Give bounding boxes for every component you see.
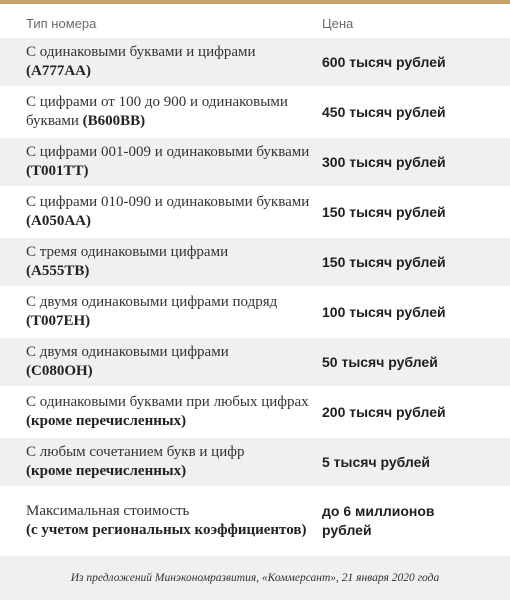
price-table bbox=[0, 4, 510, 556]
row-price: 100 тысяч рублей bbox=[322, 303, 446, 320]
row-type bbox=[0, 393, 322, 431]
row-price: 50 тысяч рублей bbox=[322, 353, 438, 370]
table-row bbox=[0, 188, 510, 238]
row-code: (С080ОН) bbox=[26, 363, 93, 379]
table-row bbox=[0, 288, 510, 338]
row-type bbox=[0, 443, 322, 481]
row-desc: С цифрами от 100 до 900 и одинаковыми буквами bbox=[26, 94, 288, 129]
row-desc: С цифрами 001-009 и одинаковыми буквами bbox=[26, 144, 310, 160]
row-price: 600 тысяч рублей bbox=[322, 53, 446, 70]
row-price: до 6 миллионов рублей bbox=[322, 503, 435, 538]
header-price: Цена bbox=[322, 16, 354, 31]
row-code: (В600ВВ) bbox=[82, 113, 146, 129]
row-code: (с учетом региональных коэффициентов) bbox=[26, 522, 307, 538]
row-price: 150 тысяч рублей bbox=[322, 253, 446, 270]
row-desc: С двумя одинаковыми цифрами bbox=[26, 344, 229, 360]
row-price: 300 тысяч рублей bbox=[322, 153, 446, 170]
row-code: (Т007ЕН) bbox=[26, 313, 91, 329]
table-row bbox=[0, 238, 510, 288]
table-row bbox=[0, 38, 510, 88]
row-type bbox=[0, 293, 322, 331]
row-type bbox=[0, 502, 322, 540]
row-price: 5 тысяч рублей bbox=[322, 453, 431, 470]
row-type bbox=[0, 93, 322, 131]
row-code: (А555ТВ) bbox=[26, 263, 90, 279]
row-type bbox=[0, 243, 322, 281]
table-row bbox=[0, 88, 510, 138]
table-row bbox=[0, 488, 510, 556]
row-code: (А777АА) bbox=[26, 63, 91, 79]
source-note: Из предложений Минэкономразвития, «Коммерсант», 21 января 2020 года bbox=[0, 556, 510, 600]
row-desc: С тремя одинаковыми цифрами bbox=[26, 244, 229, 260]
row-desc: С цифрами 010-090 и одинаковыми буквами bbox=[26, 194, 310, 210]
row-type bbox=[0, 143, 322, 181]
table-row bbox=[0, 138, 510, 188]
table-row bbox=[0, 388, 510, 438]
row-price: 200 тысяч рублей bbox=[322, 403, 446, 420]
row-desc: С одинаковыми буквами при любых цифрах bbox=[26, 394, 309, 410]
row-code: (Т001ТТ) bbox=[26, 163, 89, 179]
row-code: (кроме перечисленных) bbox=[26, 463, 187, 479]
header-type: Тип номера bbox=[26, 16, 97, 31]
row-desc: Максимальная стоимость bbox=[26, 503, 190, 519]
table-row bbox=[0, 338, 510, 388]
table-row bbox=[0, 438, 510, 488]
row-desc: С любым сочетанием букв и цифр bbox=[26, 444, 245, 460]
row-price: 150 тысяч рублей bbox=[322, 203, 446, 220]
row-price: 450 тысяч рублей bbox=[322, 103, 446, 120]
row-code: (кроме перечисленных) bbox=[26, 413, 187, 429]
row-type bbox=[0, 43, 322, 81]
row-desc: С одинаковыми буквами и цифрами bbox=[26, 44, 256, 60]
row-desc: С двумя одинаковыми цифрами подряд bbox=[26, 294, 278, 310]
row-type bbox=[0, 343, 322, 381]
row-code: (А050АА) bbox=[26, 213, 91, 229]
table-header bbox=[0, 4, 510, 38]
row-type bbox=[0, 193, 322, 231]
